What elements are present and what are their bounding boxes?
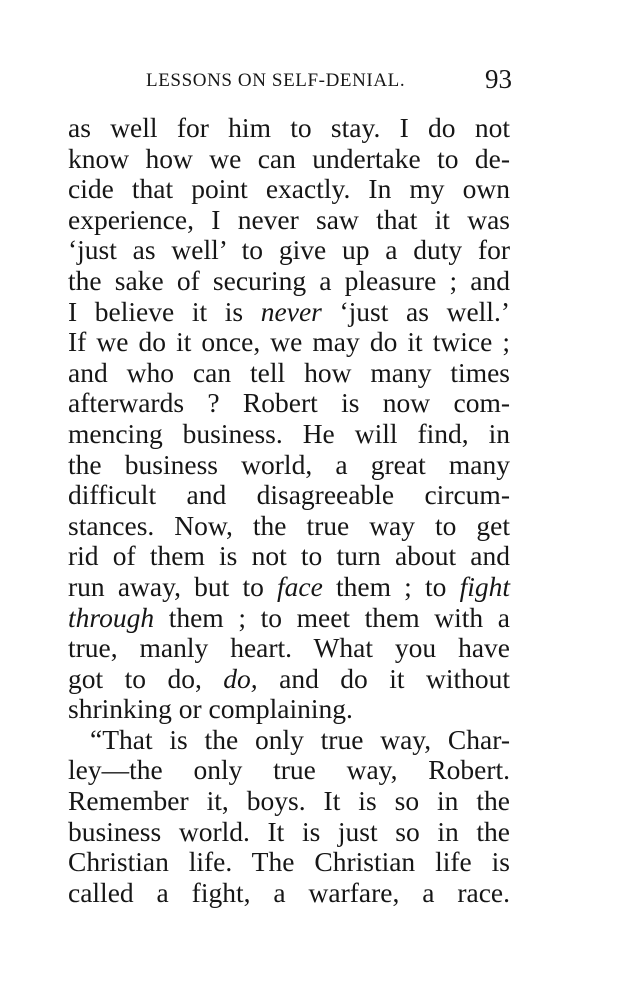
italic-text: through (68, 601, 155, 633)
text-line: difficult and disagreeable circum- (68, 479, 510, 511)
text-line: know how we can undertake to de- (68, 142, 510, 174)
italic-text: do, (223, 662, 258, 694)
paragraph-start-line: “That is the only true way, Char- (90, 723, 510, 755)
text-line: Christian life. The Christian life is (68, 846, 510, 878)
page-number: 93 (485, 64, 512, 94)
text-line: experience, I never saw that it was (68, 203, 510, 235)
running-title: LESSONS ON SELF-DENIAL. (146, 70, 406, 91)
text-line: true, manly heart. What you have (68, 632, 510, 664)
italic-text: never (260, 295, 322, 327)
text-line: the business world, a great many (68, 448, 510, 480)
text-line (68, 297, 510, 328)
italic-text: face (277, 570, 323, 602)
text-run: run away, but to (68, 570, 278, 602)
text-line: stances. Now, the true way to get (68, 509, 510, 541)
text-run: them ; to meet them with a (154, 601, 510, 633)
text-line: afterwards ? Robert is now com- (68, 387, 510, 419)
text-line: called a fight, a warfare, a race. (68, 876, 510, 908)
running-head (68, 64, 510, 98)
text-line: rid of them is not to turn about and (68, 540, 510, 572)
text-line: as well for him to stay. I do not (68, 112, 510, 143)
text-line: Remember it, boys. It is so in the (68, 785, 510, 817)
text-line: and who can tell how many times (68, 356, 510, 388)
text-run: them ; to (322, 570, 460, 602)
body-text (68, 113, 510, 908)
italic-text: fight (459, 570, 510, 602)
text-line: ley—the only true way, Robert. (68, 754, 510, 786)
text-run: ‘just as well.’ (321, 295, 510, 327)
text-line: cide that point exactly. In my own (68, 173, 510, 205)
text-run: got to do, (68, 662, 224, 694)
text-line (68, 572, 510, 603)
text-line: the sake of securing a pleasure ; and (68, 264, 510, 296)
paragraph-end-line: shrinking or complaining. (68, 693, 353, 725)
text-run: I believe it is (68, 295, 261, 327)
text-line: If we do it once, we may do it twice ; (68, 326, 510, 358)
text-line (68, 664, 510, 695)
text-line: mencing business. He will find, in (68, 417, 510, 449)
text-run: and do it without (257, 662, 510, 694)
text-line: ‘just as well’ to give up a duty for (68, 234, 510, 266)
text-line: business world. It is just so in the (68, 815, 510, 847)
text-line (68, 603, 510, 634)
